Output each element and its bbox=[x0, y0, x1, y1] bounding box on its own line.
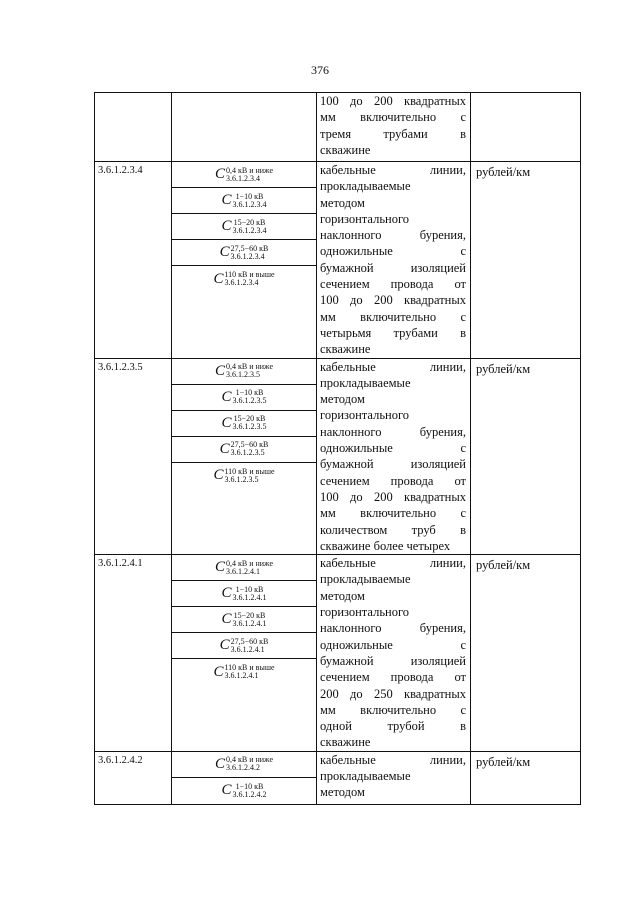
description-line: методом bbox=[320, 588, 365, 603]
symbol-cell bbox=[172, 358, 317, 555]
symbol-cell bbox=[172, 162, 317, 359]
code-cell: 3.6.1.2.3.5 bbox=[95, 358, 172, 555]
symbol-superscript: 15−20 кВ bbox=[233, 217, 266, 227]
code-cell: 3.6.1.2.3.4 bbox=[95, 162, 172, 359]
symbol-subscript: 3.6.1.2.4.1 bbox=[224, 671, 259, 681]
description-line: прокладываемые bbox=[320, 179, 411, 194]
table-row bbox=[95, 555, 581, 752]
symbol-letter: C bbox=[214, 559, 225, 576]
description-line: наклонного бурения, bbox=[320, 621, 466, 636]
symbol-subscript: 3.6.1.2.3.5 bbox=[225, 370, 260, 380]
description-line: прокладываемые bbox=[320, 375, 411, 390]
code-cell: 3.6.1.2.4.2 bbox=[95, 751, 172, 804]
cost-symbol bbox=[172, 188, 316, 214]
description-cell bbox=[317, 751, 471, 804]
description-line: скважине bbox=[320, 735, 371, 750]
symbol-subscript: 3.6.1.2.3.4 bbox=[225, 173, 260, 183]
symbol-letter: C bbox=[213, 270, 224, 287]
description-line: прокладываемые bbox=[320, 768, 411, 783]
description-line: тремя трубами в bbox=[320, 126, 466, 141]
description-line: горизонтального bbox=[320, 211, 410, 226]
cost-symbol bbox=[172, 240, 316, 266]
symbol-letter: C bbox=[221, 388, 232, 405]
symbol-superscript: 27,5−60 кВ bbox=[230, 440, 269, 450]
description-line: наклонного бурения, bbox=[320, 424, 466, 439]
symbol-letter: C bbox=[214, 362, 225, 379]
symbol-superscript: 0,4 кВ и ниже bbox=[225, 165, 274, 175]
symbol-subscript: 3.6.1.2.3.4 bbox=[230, 251, 265, 261]
description-line: одножильные с bbox=[320, 441, 466, 456]
cost-symbol bbox=[172, 752, 316, 778]
symbol-subscript: 3.6.1.2.4.1 bbox=[230, 644, 265, 654]
symbol-subscript: 3.6.1.2.3.5 bbox=[232, 396, 267, 406]
description-line: методом bbox=[320, 392, 365, 407]
cost-symbol bbox=[172, 411, 316, 437]
symbol-superscript: 110 кВ и выше bbox=[224, 663, 275, 673]
symbol-letter: C bbox=[221, 782, 232, 799]
symbol-letter: C bbox=[219, 244, 230, 260]
unit-cell: рублей/км bbox=[471, 358, 581, 555]
code-cell bbox=[95, 93, 172, 162]
cost-symbol bbox=[172, 607, 316, 633]
symbol-subscript: 3.6.1.2.3.5 bbox=[230, 448, 265, 458]
description-cell bbox=[317, 93, 471, 162]
symbol-superscript: 0,4 кВ и ниже bbox=[225, 558, 274, 568]
description-line: скважине bbox=[320, 142, 371, 157]
symbol-cell bbox=[172, 555, 317, 752]
description-line: кабельные линии, bbox=[320, 163, 466, 177]
symbol-letter: C bbox=[214, 755, 225, 772]
symbol-superscript: 110 кВ и выше bbox=[224, 270, 275, 279]
description-line: скважине более четырех bbox=[320, 538, 451, 553]
symbol-letter: C bbox=[213, 663, 224, 680]
code-cell: 3.6.1.2.4.1 bbox=[95, 555, 172, 752]
symbol-superscript: 1−10 кВ bbox=[235, 191, 264, 201]
symbol-letter: C bbox=[221, 585, 232, 602]
symbol-letter: C bbox=[213, 467, 224, 484]
description-line: сечением провода от bbox=[320, 473, 466, 488]
description-line: скважине bbox=[320, 342, 371, 357]
symbol-subscript: 3.6.1.2.4.2 bbox=[225, 763, 260, 773]
description-cell bbox=[317, 358, 471, 555]
description-line: одножильные с bbox=[320, 637, 466, 652]
table-row bbox=[95, 751, 581, 804]
description-line: кабельные линии, bbox=[320, 359, 466, 374]
description-line: мм включительно с bbox=[320, 110, 466, 125]
description-line: кабельные линии, bbox=[320, 752, 466, 767]
symbol-letter: C bbox=[219, 440, 230, 457]
cost-symbol bbox=[172, 659, 316, 685]
description-line: бумажной изоляцией bbox=[320, 653, 466, 668]
symbol-superscript: 0,4 кВ и ниже bbox=[225, 755, 274, 765]
description-line: методом bbox=[320, 195, 365, 210]
symbol-subscript: 3.6.1.2.4.1 bbox=[225, 566, 260, 576]
description-line: бумажной изоляцией bbox=[320, 260, 466, 275]
description-line: 100 до 200 квадратных bbox=[320, 94, 466, 108]
symbol-superscript: 110 кВ и выше bbox=[224, 466, 275, 476]
symbol-superscript: 1−10 кВ bbox=[235, 584, 264, 594]
table-row bbox=[95, 93, 581, 162]
unit-cell bbox=[471, 93, 581, 162]
description-line: мм включительно с bbox=[320, 506, 466, 521]
cost-symbol bbox=[172, 214, 316, 240]
symbol-subscript: 3.6.1.2.4.1 bbox=[232, 592, 267, 602]
symbol-cell bbox=[172, 751, 317, 804]
description-cell bbox=[317, 162, 471, 359]
symbol-subscript: 3.6.1.2.3.4 bbox=[224, 278, 259, 287]
description-line: 100 до 200 квадратных bbox=[320, 293, 466, 308]
symbol-subscript: 3.6.1.2.3.4 bbox=[232, 225, 267, 235]
symbol-letter: C bbox=[221, 218, 232, 234]
cost-symbol bbox=[172, 359, 316, 385]
cost-symbol bbox=[172, 778, 316, 804]
cost-symbol bbox=[172, 555, 316, 581]
table-row bbox=[95, 162, 581, 359]
unit-cell: рублей/км bbox=[471, 162, 581, 359]
cost-symbol bbox=[172, 266, 316, 292]
description-line: горизонтального bbox=[320, 605, 410, 620]
cost-symbol bbox=[172, 162, 316, 188]
description-line: одной трубой в bbox=[320, 719, 466, 734]
symbol-subscript: 3.6.1.2.4.1 bbox=[232, 618, 267, 628]
symbol-superscript: 27,5−60 кВ bbox=[230, 243, 269, 253]
table-row bbox=[95, 358, 581, 555]
symbol-letter: C bbox=[214, 166, 225, 182]
cost-symbol bbox=[172, 633, 316, 659]
description-line: четырьмя трубами в bbox=[320, 325, 466, 340]
description-cell bbox=[317, 555, 471, 752]
description-line: одножильные с bbox=[320, 244, 466, 259]
description-line: кабельные линии, bbox=[320, 556, 466, 571]
tariff-table bbox=[94, 92, 581, 805]
description-line: прокладываемые bbox=[320, 572, 411, 587]
description-line: 100 до 200 квадратных bbox=[320, 489, 466, 504]
symbol-superscript: 15−20 кВ bbox=[233, 414, 266, 424]
description-line: сечением провода от bbox=[320, 277, 466, 292]
symbol-subscript: 3.6.1.2.3.5 bbox=[224, 474, 259, 484]
description-line: сечением провода от bbox=[320, 670, 466, 685]
symbol-letter: C bbox=[221, 611, 232, 628]
cost-symbol bbox=[172, 385, 316, 411]
cost-symbol bbox=[172, 581, 316, 607]
symbol-superscript: 0,4 кВ и ниже bbox=[225, 362, 274, 372]
unit-cell: рублей/км bbox=[471, 555, 581, 752]
description-line: количеством труб в bbox=[320, 522, 466, 537]
description-line: методом bbox=[320, 785, 365, 800]
symbol-subscript: 3.6.1.2.3.4 bbox=[232, 199, 267, 209]
description-line: бумажной изоляцией bbox=[320, 457, 466, 472]
description-line: мм включительно с bbox=[320, 702, 466, 717]
symbol-superscript: 27,5−60 кВ bbox=[230, 636, 269, 646]
symbol-cell bbox=[172, 93, 317, 162]
description-line: мм включительно с bbox=[320, 309, 466, 324]
cost-symbol bbox=[172, 437, 316, 463]
description-line: наклонного бурения, bbox=[320, 228, 466, 243]
page-number: 376 bbox=[311, 63, 329, 77]
symbol-letter: C bbox=[221, 192, 232, 208]
symbol-subscript: 3.6.1.2.4.2 bbox=[232, 789, 267, 799]
unit-cell: рублей/км bbox=[471, 751, 581, 804]
symbol-letter: C bbox=[221, 414, 232, 431]
symbol-letter: C bbox=[219, 637, 230, 654]
description-line: 200 до 250 квадратных bbox=[320, 686, 466, 701]
cost-symbol bbox=[172, 463, 316, 489]
symbol-superscript: 1−10 кВ bbox=[235, 388, 264, 398]
symbol-superscript: 1−10 кВ bbox=[235, 781, 264, 791]
description-line: горизонтального bbox=[320, 408, 410, 423]
symbol-subscript: 3.6.1.2.3.5 bbox=[232, 422, 267, 432]
symbol-superscript: 15−20 кВ bbox=[233, 610, 266, 620]
